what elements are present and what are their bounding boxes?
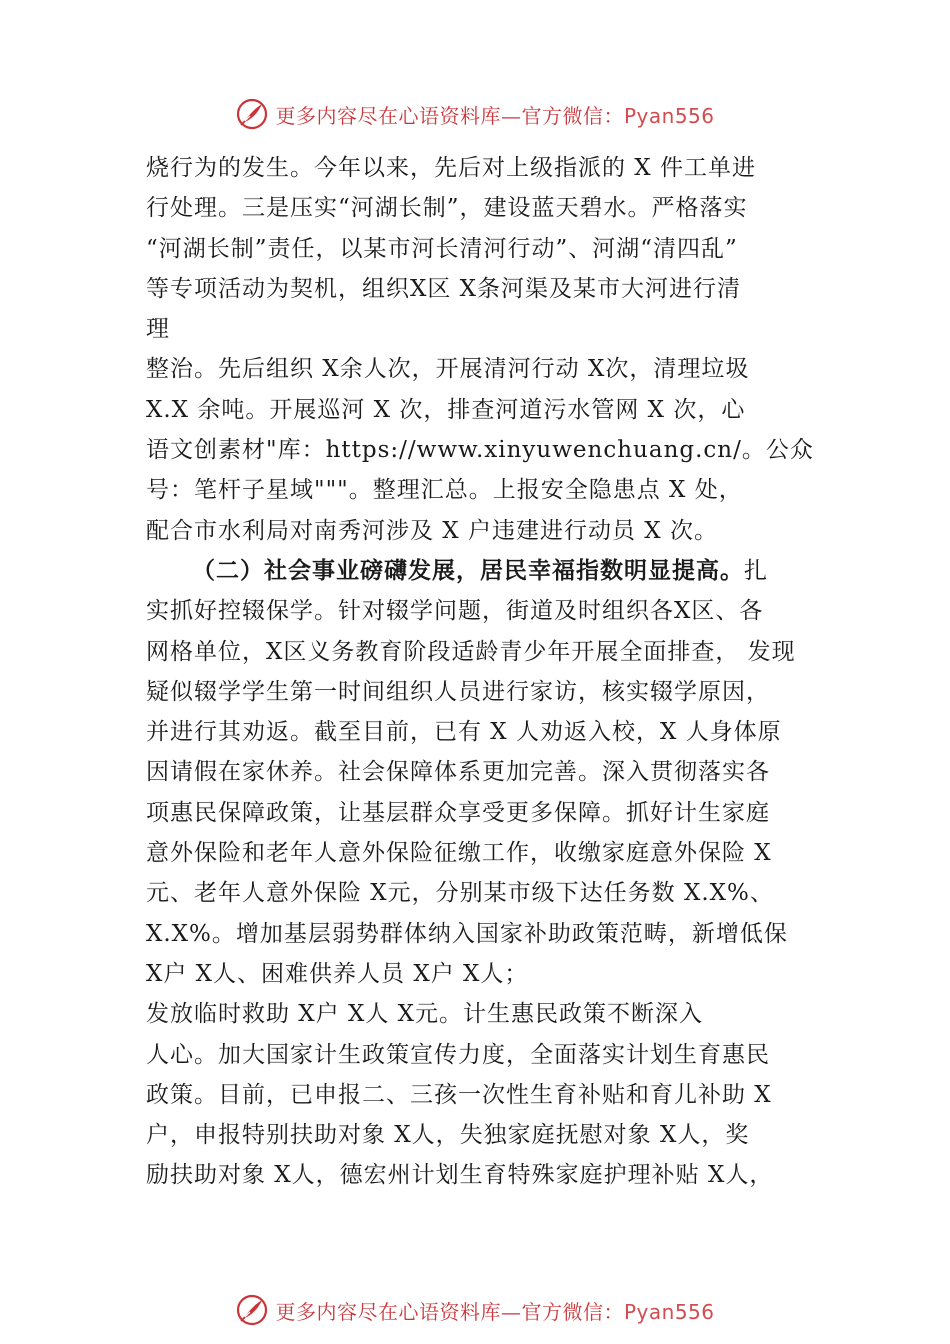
section-heading-tail: 扎 xyxy=(744,557,768,584)
text-line: 并进行其劝返。截至目前，已有 X 人劝返入校，X 人身体原 xyxy=(146,719,782,746)
feather-pen-circle-icon xyxy=(235,1293,269,1327)
text-line: 发放临时救助 X户 X人 X元。计生惠民政策不断深入 xyxy=(146,1001,704,1028)
text-line: 整治。先后组织 X余人次，开展清河行动 X次，清理垃圾 xyxy=(146,356,750,383)
text-line: 户，申报特别扶助对象 X人，失独家庭抚慰对象 X人，奖 xyxy=(146,1122,750,1149)
text-line: 人心。加大国家计生政策宣传力度，全面落实计划生育惠民 xyxy=(146,1041,770,1068)
text-line: 实抓好控辍保学。针对辍学问题，街道及时组织各X区、各 xyxy=(146,598,764,625)
text-line: 等专项活动为契机，组织X区 X条河渠及某市大河进行清 xyxy=(146,275,742,302)
text-line: 励扶助对象 X人，德宏州计划生育特殊家庭护理补贴 X人， xyxy=(146,1162,774,1189)
text-line: 疑似辍学学生第一时间组织人员进行家访，核实辍学原因， xyxy=(146,678,770,705)
text-line: 网格单位，X区义务教育阶段适龄青少年开展全面排查， 发现 xyxy=(146,638,796,665)
section-heading: （二）社会事业磅礴发展，居民幸福指数明显提高。 xyxy=(192,556,744,584)
text-line: 行处理。三是压实“河湖长制”，建设蓝天碧水。严格落实 xyxy=(146,195,748,222)
header-banner xyxy=(0,94,950,134)
text-line: 配合市水利局对南秀河涉及 X 户违建进行动员 X 次。 xyxy=(146,517,718,544)
section-heading-line xyxy=(146,551,822,591)
footer-banner xyxy=(0,1290,950,1330)
text-line: 政策。目前，已申报二、三孩一次性生育补贴和育儿补助 X xyxy=(146,1081,772,1108)
text-line: 因请假在家休养。社会保障体系更加完善。深入贯彻落实各 xyxy=(146,759,770,786)
text-line: 烧行为的发生。今年以来，先后对上级指派的 X 件工单进 xyxy=(146,155,756,181)
text-line: 项惠民保障政策，让基层群众享受更多保障。抓好计生家庭 xyxy=(146,799,770,826)
document-body xyxy=(146,148,822,1196)
text-line: 号：笔杆子星域"""。整理汇总。上报安全隐患点 X 处， xyxy=(146,477,743,504)
header-banner-text: 更多内容尽在心语资料库—官方微信：Pyan556 xyxy=(275,103,715,128)
text-line: 元、老年人意外保险 X元，分别某市级下达任务数 X.X%、 xyxy=(146,880,774,907)
text-line: 意外保险和老年人意外保险征缴工作，收缴家庭意外保险 X xyxy=(146,840,772,867)
feather-pen-circle-icon xyxy=(235,97,269,131)
text-line: X户 X人、困难供养人员 X户 X人； xyxy=(146,960,529,987)
text-line: 理 xyxy=(146,316,170,343)
text-line: 语文创素材"库：https://www.xinyuwenchuang.cn/。公众 xyxy=(146,437,814,464)
text-line: “河湖长制”责任，以某市河长清河行动”、河湖“清四乱” xyxy=(146,235,738,262)
footer-banner-text: 更多内容尽在心语资料库—官方微信：Pyan556 xyxy=(275,1299,715,1324)
text-line: X.X 余吨。开展巡河 X 次，排查河道污水管网 X 次，心 xyxy=(146,396,746,423)
text-line: X.X%。增加基层弱势群体纳入国家补助政策范畴，新增低保 xyxy=(146,920,788,947)
